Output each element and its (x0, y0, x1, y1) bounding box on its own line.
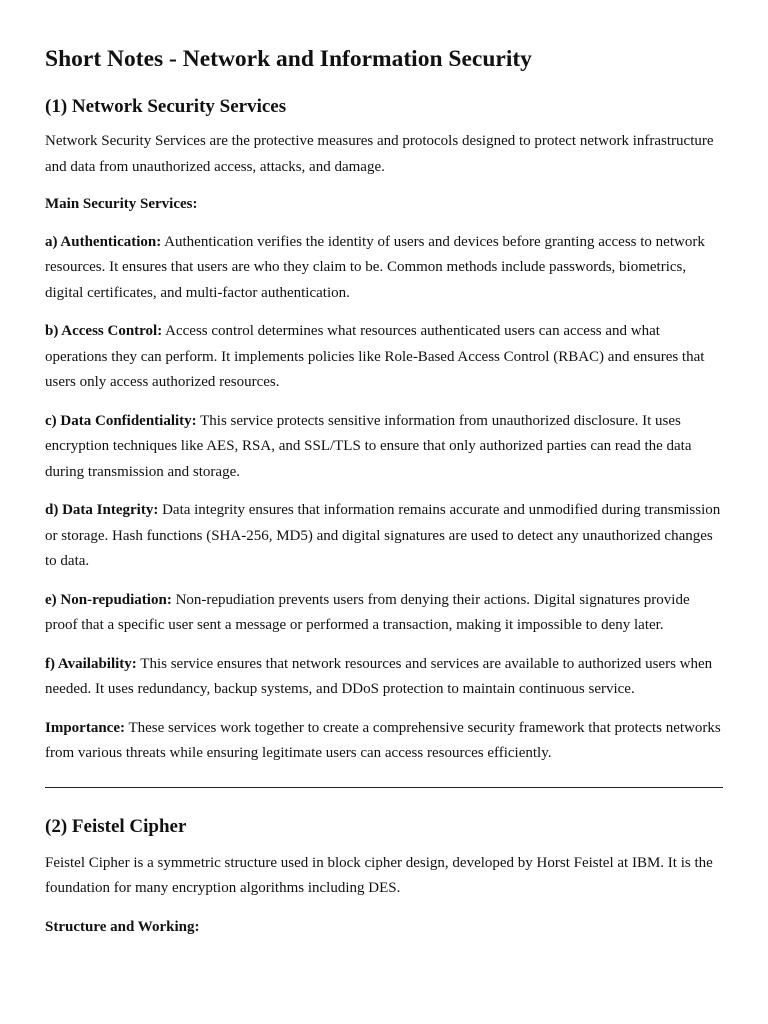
importance-text: These services work together to create a comprehensive security framework that protects networks from various threats while ensuring legitimate users can access resources efficiently. (45, 719, 721, 761)
service-item-non-repudiation (45, 588, 723, 639)
importance-term: Importance: (45, 719, 125, 736)
service-text: Data integrity ensures that information remains accurate and unmodified during transmission or storage. Hash functions (SHA-256, MD5) and digital signatures are used to detect any unauthorized changes to data. (45, 502, 721, 569)
service-term: a) Authentication: (45, 233, 162, 250)
section-heading-network-security: (1) Network Security Services (45, 96, 287, 117)
service-term: c) Data Confidentiality: (45, 412, 197, 429)
service-term: d) Data Integrity: (45, 502, 159, 518)
service-item-authentication (45, 230, 723, 307)
service-item-access-control (45, 319, 723, 396)
service-term: e) Non-repudiation: (45, 591, 172, 608)
service-text: Access control determines what resources authenticated users can access and what operations they can perform. It implements policies like Role-Based Access Control (RBAC) and ensures that users only access authorized resources. (45, 323, 705, 390)
structure-label: Structure and Working: (45, 918, 200, 935)
service-term: b) Access Control: (45, 323, 163, 339)
service-text: This service protects sensitive information from unauthorized disclosure. It uses encryption techniques like AES, RSA, and SSL/TLS to ensure that only authorized parties can read the data during transmission and storage. (45, 412, 692, 480)
section-divider (45, 787, 723, 788)
service-item-data-integrity (45, 498, 723, 575)
service-term: f) Availability: (45, 655, 137, 672)
importance-paragraph (45, 716, 723, 767)
service-item-data-confidentiality (45, 409, 723, 486)
service-item-availability (45, 652, 723, 703)
service-text: Authentication verifies the identity of users and devices before granting access to network resources. It ensures that users are who they claim to be. Common methods include passwords, biometrics, digital certificates, and multi-factor authentication. (45, 233, 705, 301)
section-heading-feistel-cipher: (2) Feistel Cipher (45, 815, 187, 837)
section1-intro: Network Security Services are the protective measures and protocols designed to protect network infrastructure and data from unauthorized access, attacks, and damage. (45, 133, 714, 175)
page-title: Short Notes - Network and Information Security (45, 46, 532, 72)
main-services-label: Main Security Services: (45, 196, 198, 212)
service-text: Non-repudiation prevents users from denying their actions. Digital signatures provide proof that a specific user sent a message or performed a transaction, making it impossible to deny later. (45, 591, 690, 633)
service-text: This service ensures that network resources and services are available to authorized users when needed. It uses redundancy, backup systems, and DDoS protection to maintain continuous service. (45, 655, 713, 697)
section2-intro: Feistel Cipher is a symmetric structure used in block cipher design, developed by Horst Feistel at IBM. It is the foundation for many encryption algorithms including DES. (45, 854, 713, 896)
